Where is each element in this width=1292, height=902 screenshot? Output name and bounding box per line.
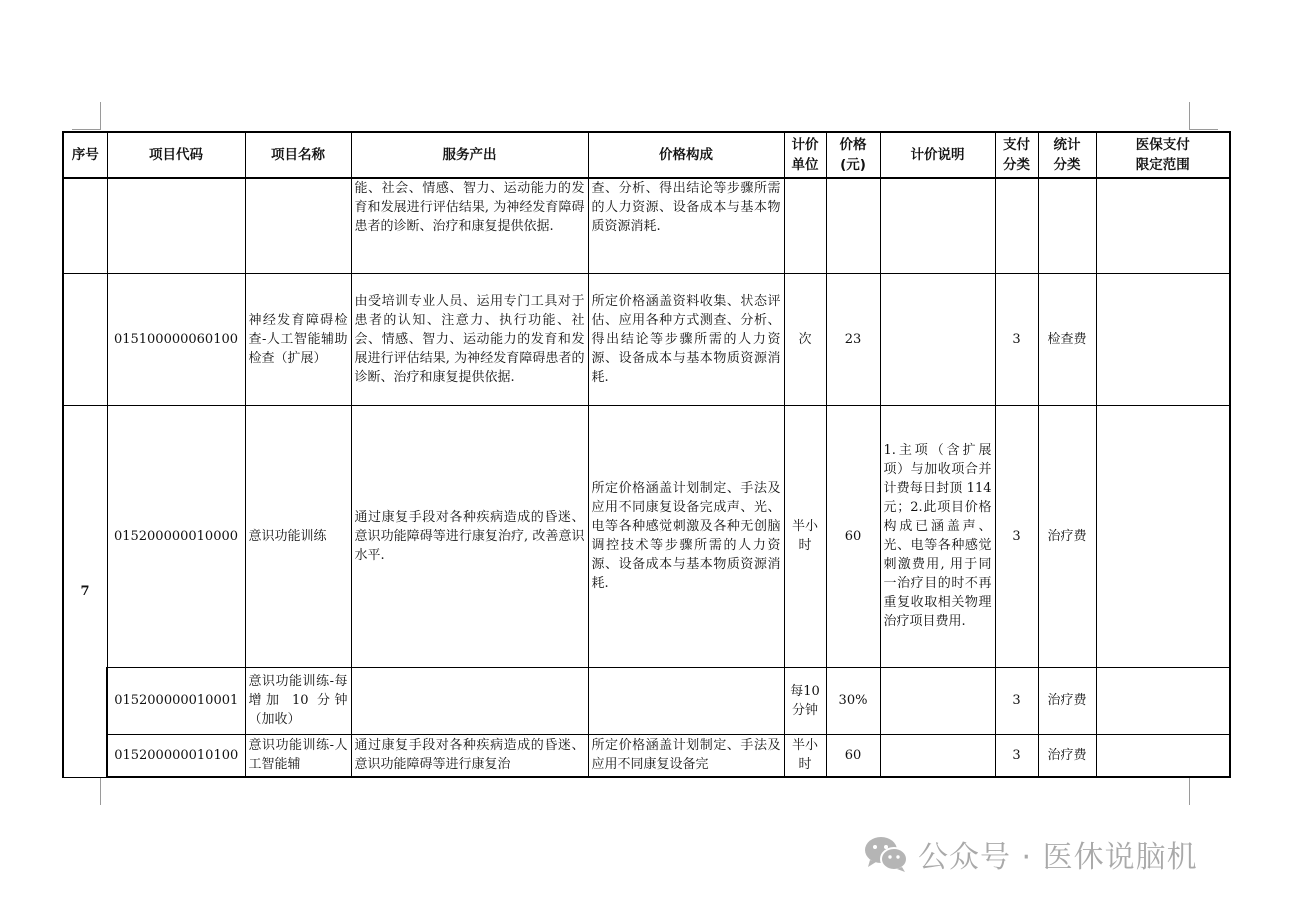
crop-mark <box>100 777 101 805</box>
cell-scope <box>1096 178 1230 273</box>
cell-note <box>880 667 995 734</box>
table-row <box>63 405 1230 667</box>
cell-scope <box>1096 734 1230 777</box>
cell-note: 1.主项（含扩展项）与加收项合并计费每日封顶 114 元；2.此项目价格构成已涵盖声、光、电等各种感觉刺激费用, 用于同一治疗目的时不再重复收取相关物理治疗项目费用. <box>880 405 995 667</box>
header-seq: 序号 <box>63 132 107 178</box>
cell-service: 能、社会、情感、智力、运动能力的发育和发展进行评估结果, 为神经发育障碍患者的诊断、治疗和康复提供依据. <box>351 178 588 273</box>
cell-seq <box>63 178 107 273</box>
table-row <box>63 667 1230 734</box>
cell-scope <box>1096 405 1230 667</box>
table-row <box>63 178 1230 273</box>
header-unit: 计价 单位 <box>784 132 826 178</box>
cell-note <box>880 273 995 405</box>
cell-pay: 3 <box>995 273 1038 405</box>
watermark-text: 公众号 · 医休说脑机 <box>918 840 1198 875</box>
crop-mark <box>100 102 101 130</box>
cell-price: 30% <box>826 667 880 734</box>
cell-service: 通过康复手段对各种疾病造成的昏迷、意识功能障碍等进行康复治 <box>351 734 588 777</box>
table-row <box>63 734 1230 777</box>
cell-unit: 次 <box>784 273 826 405</box>
cell-scope <box>1096 273 1230 405</box>
cell-service: 由受培训专业人员、运用专门工具对于患者的认知、注意力、执行功能、社会、情感、智力、运动能力的发育和发展进行评估结果, 为神经发育障碍患者的诊断、治疗和康复提供依据. <box>351 273 588 405</box>
header-scope: 医保支付 限定范围 <box>1096 132 1230 178</box>
crop-mark <box>1189 777 1190 805</box>
cell-stat: 治疗费 <box>1038 667 1096 734</box>
cell-price: 60 <box>826 405 880 667</box>
header-price: 价格 (元) <box>826 132 880 178</box>
cell-seq: 7 <box>63 405 107 777</box>
cell-name: 意识功能训练-每增加 10 分钟（加收） <box>245 667 351 734</box>
cell-pay: 3 <box>995 667 1038 734</box>
table-row <box>63 273 1230 405</box>
cell-name: 神经发育障碍检查-人工智能辅助检查（扩展） <box>245 273 351 405</box>
cell-pay: 3 <box>995 734 1038 777</box>
cell-price <box>826 178 880 273</box>
cell-service <box>351 667 588 734</box>
header-pay: 支付 分类 <box>995 132 1038 178</box>
crop-mark <box>72 129 100 130</box>
cell-composition: 所定价格涵盖资料收集、状态评估、应用各种方式测查、分析、得出结论等步骤所需的人力资源、设备成本与基本物质资源消耗. <box>588 273 784 405</box>
header-composition: 价格构成 <box>588 132 784 178</box>
wechat-icon <box>862 834 910 874</box>
cell-stat: 检查费 <box>1038 273 1096 405</box>
cell-unit <box>784 178 826 273</box>
cell-note <box>880 734 995 777</box>
cell-code: 015100000060100 <box>107 273 245 405</box>
cell-price: 23 <box>826 273 880 405</box>
header-note: 计价说明 <box>880 132 995 178</box>
cell-composition <box>588 667 784 734</box>
table-header-row <box>63 132 1230 178</box>
cell-composition: 查、分析、得出结论等步骤所需的人力资源、设备成本与基本物质资源消耗. <box>588 178 784 273</box>
header-service: 服务产出 <box>351 132 588 178</box>
cell-name: 意识功能训练-人工智能辅 <box>245 734 351 777</box>
watermark <box>862 832 1198 876</box>
cell-service: 通过康复手段对各种疾病造成的昏迷、意识功能障碍等进行康复治疗, 改善意识水平. <box>351 405 588 667</box>
cell-seq <box>63 273 107 405</box>
cell-note <box>880 178 995 273</box>
cell-code: 015200000010100 <box>107 734 245 777</box>
cell-unit: 半小时 <box>784 405 826 667</box>
cell-composition: 所定价格涵盖计划制定、手法及应用不同康复设备完 <box>588 734 784 777</box>
cell-unit: 半小时 <box>784 734 826 777</box>
cell-stat: 治疗费 <box>1038 734 1096 777</box>
cell-name <box>245 178 351 273</box>
header-code: 项目代码 <box>107 132 245 178</box>
cell-pay: 3 <box>995 405 1038 667</box>
crop-mark <box>1189 102 1190 130</box>
cell-stat: 治疗费 <box>1038 405 1096 667</box>
cell-scope <box>1096 667 1230 734</box>
header-name: 项目名称 <box>245 132 351 178</box>
cell-code: 015200000010000 <box>107 405 245 667</box>
cell-unit: 每10分钟 <box>784 667 826 734</box>
cell-pay <box>995 178 1038 273</box>
cell-stat <box>1038 178 1096 273</box>
cell-code <box>107 178 245 273</box>
cell-code: 015200000010001 <box>107 667 245 734</box>
price-table <box>62 131 1231 778</box>
crop-mark <box>1190 129 1218 130</box>
header-stat: 统计 分类 <box>1038 132 1096 178</box>
cell-name: 意识功能训练 <box>245 405 351 667</box>
cell-composition: 所定价格涵盖计划制定、手法及应用不同康复设备完成声、光、电等各种感觉刺激及各种无创脑调控技术等步骤所需的人力资源、设备成本与基本物质资源消耗. <box>588 405 784 667</box>
cell-price: 60 <box>826 734 880 777</box>
